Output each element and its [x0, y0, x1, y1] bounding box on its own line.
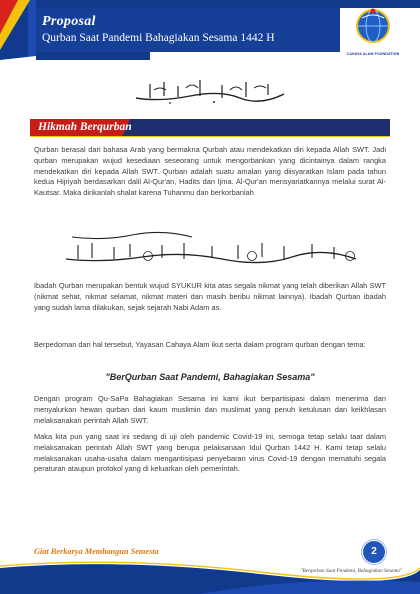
footer-motto: Giat Berkarya Membangun Semesta [34, 547, 159, 556]
footer-quote: "Berqurban Saat Pandemi, Bahagiakan Sesama" [300, 568, 402, 574]
page-number: 2 [362, 540, 386, 564]
paragraph-5: Maka kita pun yang saat ini sedang di uji oleh pandemic Covid-19 ini, semoga tetap selalu taat dalam melaksanakan perintah Allah SWT yang berupa pelaksanaan Idul Qurban 1442 H. Kami tetap selalu melaksanakan usaha-usaha dalam mengantisipasi penyebaran virus Covid-19 dengan mematuhi segala peraturan ataupun protokol yang di keluarkan oleh pemerintah. [34, 432, 386, 474]
paragraph-2: Ibadah Qurban merupakan bentuk wujud SYUKUR kita atas segala nikmat yang telah diberikan Allah SWT (nikmat sehat, nikmat selamat, nikmat materi dan masih beribu nikmat lainnya). Ibadah Qurban ibadah yang sudah lama dilakukan, sejak sejarah Nabi Adam as. [34, 281, 386, 312]
bismillah-calligraphy-icon [130, 76, 290, 106]
footer-band [0, 536, 420, 594]
surah-al-kautsar-icon [62, 225, 360, 265]
logo-text: CAHAYA ALAM FOUNDATION [346, 52, 400, 56]
theme-quote: "BerQurban Saat Pandemi, Bahagiakan Sesama" [105, 372, 315, 382]
cahaya-alam-logo-icon [354, 6, 392, 54]
header-title: Proposal [42, 14, 96, 29]
section-title: Hikmah Berqurban [38, 121, 132, 133]
header-subtitle: Qurban Saat Pandemi Bahagiakan Sesama 1442 H [42, 32, 275, 44]
paragraph-4: Dengan program Qu-SaPa Bahagiakan Sesama ini kami ikut berpartisipasi dalam menerima dan menyalurkan hewan qurban dari kaum muslimin dan muslimat yang penuh ketulusan dan keikhlasan melaksanakan perintah Allah SWT. [34, 394, 386, 425]
paragraph-3: Berpedoman dari hal tersebut, Yayasan Cahaya Alam ikut serta dalam program qurban dengan tema: [34, 340, 366, 349]
paragraph-1: Qurban berasal dari bahasa Arab yang bermakna Qurbah atau mendekatkan diri kepada Allah SWT. Jadi qurban merupakan wujud kesediaan seseorang untuk mengorbankan yang dicintainya dalam rangka mendekatkan diri kepada Allah SWT. Qurban adalah suatu amalan yang diisyaratkan Islam pada tahun kedua Hijriyah berdasarkan dalil Al-Qur'an, Hadits dan Ijma. Al-Qur'an mensyariatkannya melalui surat Al-Kautsar. Maka dirikanlah shalat karena Tuhanmu dan berkorbanlah [34, 145, 386, 198]
